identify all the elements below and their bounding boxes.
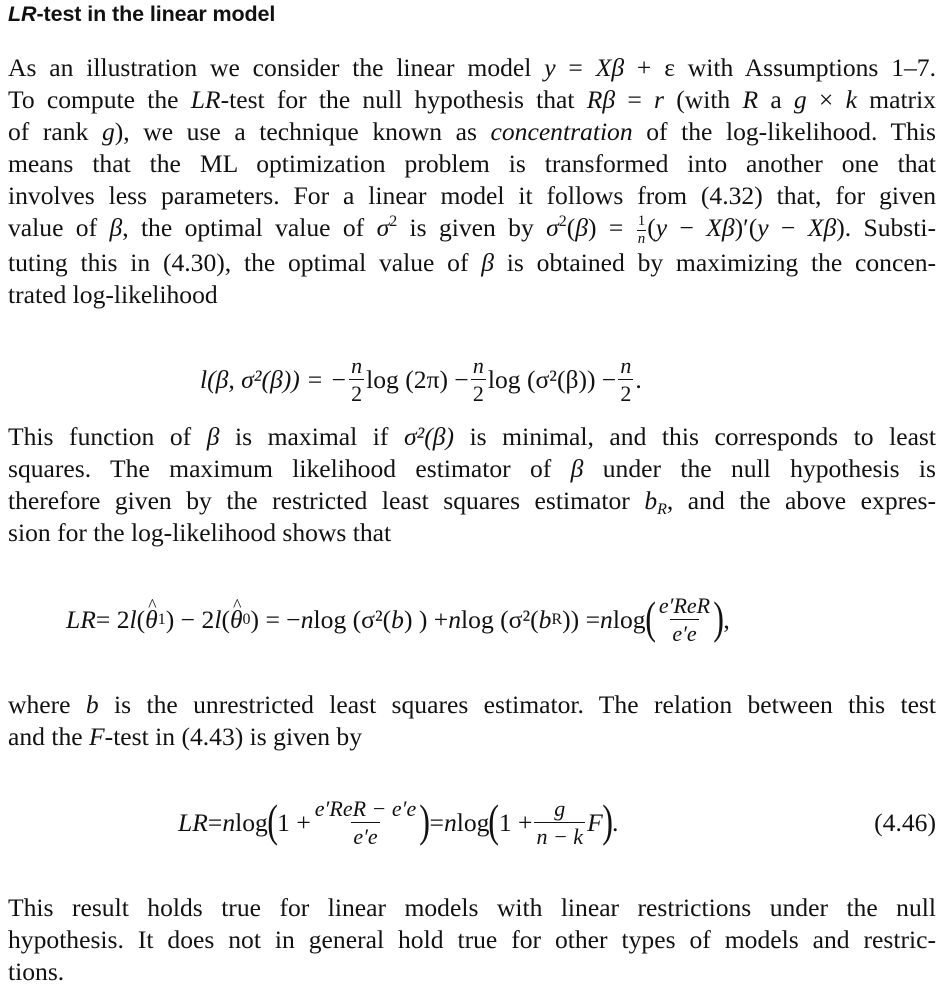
equation-concentrated-loglik: l(β, σ²(β)) = − $\frac{n}{2}$ log (2π) − $\frac{n}{2}$ log (σ²(β)) − $\frac{n}{2}$ . [200, 353, 642, 406]
paragraph-intro: As an illustration we consider the linear model y = Xβ + ε with Assumptions 1–7. To compute the LR-test for the null hypothesis that Rβ = r (with R a g × k matrix of rank g), we use a technique known as concentration of the log-likelihood. This means that the ML optimization problem is transformed into another one that involves less parameters. For a linear model it follows from (4.32) that, for given value of β, the optimal value of $\sigma^2$ is given by $\sigma^2(\beta)$ = $\frac{1}{n}$ (y − Xβ)′(y − Xβ). Substi- tuting this in (4.30), the optimal value of β is obtained by maximizing the concen- trated log-likelihood [8, 53, 937, 309]
paragraph-conclusion: This result holds true for linear models with linear restrictions under the null hypothesis. It does not in general hold true for other types of models and restric- tions. [8, 893, 936, 986]
equation-lr-statistic: LR = 2 l ( ^ θ 1 ) − 2 l ( ^ θ 0 ) = − n log (σ²( b ) ) + n log (σ²( b R )) = n log ( $\frac{\text{e′ReR}}{e'e}$ ) , [8, 585, 936, 655]
section-title: LR-test in the linear model [8, 2, 276, 26]
equation-4-46: LR = n log ( 1 + $\frac{\text{e′ReR − e′e}}{e'e}$ ) = n log ( 1 + $\frac{g}{n - k}$ F ) . (4.46) [8, 788, 936, 858]
paragraph-least-squares: This function of β is maximal if σ²(β) is minimal, and this corresponds to least squares. The maximum likelihood estimator of β under the null hypothesis is therefore given by the restricted least squares estimator $b_R$, and the above expres- sion for the log-likelihood shows that [8, 422, 937, 547]
equation-number: (4.46) [874, 808, 936, 837]
paragraph-relation: where b is the unrestricted least squares estimator. The relation between this test and the F-test in (4.43) is given by [8, 690, 936, 751]
